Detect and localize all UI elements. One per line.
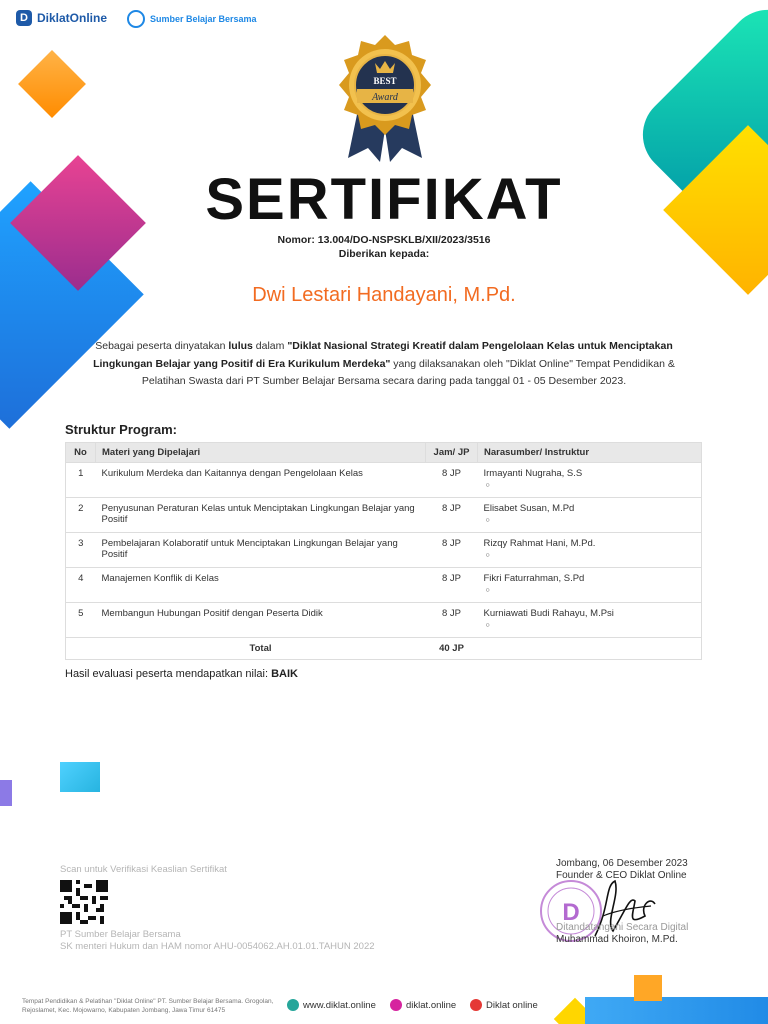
row-narasumber: [478, 568, 702, 603]
decor-orange-diamond: [18, 50, 86, 118]
program-heading: Struktur Program:: [65, 422, 177, 437]
decor-orange-square: [634, 975, 662, 1001]
sign-place-date: Jombang, 06 Desember 2023: [556, 858, 688, 869]
table-header-row: [66, 443, 702, 463]
narasumber-name: Elisabet Susan, M.Pd: [483, 503, 575, 514]
row-materi: Penyusunan Peraturan Kelas untuk Menciptakan Lingkungan Belajar yang Positif: [96, 498, 426, 533]
row-materi: Membangun Hubungan Positif dengan Peserta Didik: [96, 603, 426, 638]
svg-text:D: D: [562, 899, 580, 926]
instagram-text: diklat.online: [406, 999, 457, 1011]
bullet-icon: ○: [485, 552, 490, 559]
row-jam: 8 JP: [426, 498, 478, 533]
row-narasumber: [478, 533, 702, 568]
row-materi: Manajemen Konflik di Kelas: [96, 568, 426, 603]
row-narasumber: [478, 603, 702, 638]
row-narasumber: [478, 498, 702, 533]
total-empty: [66, 638, 96, 660]
youtube-text: Diklat online: [486, 999, 538, 1011]
globe-icon: [287, 999, 299, 1011]
row-no: 1: [66, 463, 96, 498]
diklat-logo-text: DiklatOnline: [37, 11, 108, 25]
sign-space: [556, 882, 688, 922]
row-jam: 8 JP: [426, 533, 478, 568]
company-sk: SK menteri Hukum dan HAM nomor AHU-0054062.AH.01.01.TAHUN 2022: [60, 940, 375, 952]
row-no: 3: [66, 533, 96, 568]
sign-name: Muhammad Khoiron, M.Pd.: [556, 934, 678, 945]
scan-verification-text: Scan untuk Verifikasi Keaslian Sertifikat: [60, 864, 227, 875]
best-award-icon: [330, 30, 440, 165]
desc-bold-2: "Diklat Nasional Strategi Kreatif dalam Pengelolaan Kelas untuk Menciptakan Lingkungan Belajar yang Positif di Era Kurikulum Merdeka": [93, 340, 673, 370]
sign-role: Founder & CEO Diklat Online: [556, 870, 687, 881]
diklat-online-logo: [16, 10, 107, 26]
certificate-title: SERTIFIKAT: [205, 167, 563, 232]
desc-bold-1: lulus: [228, 340, 253, 352]
certificate-number: Nomor: 13.004/DO-NSPSKLB/XII/2023/3516: [277, 234, 491, 246]
decor-cyan-square: [60, 762, 100, 792]
narasumber-name: Rizqy Rahmat Hani, M.Pd.: [483, 538, 596, 549]
footer-address: Tempat Pendidikan & Pelatihan "Diklat Online" PT. Sumber Belajar Bersama. Grogolan, Rejoslamet, Kec. Mojowarno, Kabupaten Jombang, Jawa Timur 61475: [22, 998, 274, 1014]
total-row: [66, 638, 702, 660]
bullet-icon: ○: [485, 622, 490, 629]
col-narasumber: Narasumber/ Instruktur: [478, 443, 702, 463]
website-link[interactable]: [287, 999, 376, 1011]
table-row: [66, 463, 702, 498]
decor-bottom-blue: [585, 997, 768, 1024]
narasumber-name: Kurniawati Budi Rahayu, M.Psi: [483, 608, 614, 619]
award-line1: BEST: [373, 76, 397, 86]
row-no: 2: [66, 498, 96, 533]
program-table: [65, 442, 702, 660]
col-materi: Materi yang Dipelajari: [96, 443, 426, 463]
col-jam: Jam/ JP: [426, 443, 478, 463]
row-materi: Pembelajaran Kolaboratif untuk Menciptakan Lingkungan Belajar yang Positif: [96, 533, 426, 568]
signature-block: [556, 858, 688, 946]
desc-part-3: yang dilaksanakan oleh "Diklat Online" Tempat Pendidikan & Pelatihan Swasta dari PT Sumber Belajar Bersama secara daring pada tanggal 01 - 05 Desember 2023.: [141, 357, 675, 387]
qr-code-icon[interactable]: [60, 880, 108, 924]
youtube-icon: [470, 999, 482, 1011]
table-row: [66, 603, 702, 638]
row-materi: Kurikulum Merdeka dan Kaitannya dengan Pengelolaan Kelas: [96, 463, 426, 498]
award-line2: Award: [372, 92, 398, 103]
table-row: [66, 568, 702, 603]
company-name: PT Sumber Belajar Bersama: [60, 929, 181, 940]
diklat-logo-icon: D: [16, 10, 32, 26]
instagram-link[interactable]: [390, 999, 456, 1011]
company-info: [60, 929, 375, 952]
row-jam: 8 JP: [426, 463, 478, 498]
evaluation-label: Hasil evaluasi peserta mendapatkan nilai:: [65, 668, 272, 680]
recipient-name: Dwi Lestari Handayani, M.Pd.: [252, 284, 516, 306]
sign-digital: Ditandatangani Secara Digital: [556, 922, 689, 933]
decor-violet-bar: [0, 780, 12, 806]
total-label: Total: [96, 638, 426, 660]
instagram-icon: [390, 999, 402, 1011]
sumber-belajar-logo: [127, 10, 257, 28]
total-value: 40 JP: [426, 638, 478, 660]
row-jam: 8 JP: [426, 603, 478, 638]
certificate-description: [72, 338, 696, 391]
given-to-label: Diberikan kepada:: [338, 248, 430, 260]
desc-part-2: dalam: [252, 340, 288, 352]
narasumber-name: Fikri Faturrahman, S.Pd: [483, 573, 585, 584]
website-text: www.diklat.online: [303, 999, 376, 1011]
desc-part-1: Sebagai peserta dinyatakan: [95, 340, 229, 352]
bullet-icon: ○: [485, 587, 490, 594]
bullet-icon: ○: [485, 482, 490, 489]
evaluation-value: BAIK: [271, 668, 298, 680]
row-narasumber: [478, 463, 702, 498]
total-empty-right: [478, 638, 702, 660]
bullet-icon: ○: [485, 517, 490, 524]
youtube-link[interactable]: [470, 999, 538, 1011]
row-no: 5: [66, 603, 96, 638]
sumber-belajar-logo-icon: [127, 10, 145, 28]
sumber-belajar-logo-text: Sumber Belajar Bersama: [150, 14, 257, 24]
row-jam: 8 JP: [426, 568, 478, 603]
table-row: [66, 533, 702, 568]
table-row: [66, 498, 702, 533]
col-no: No: [66, 443, 96, 463]
row-no: 4: [66, 568, 96, 603]
narasumber-name: Irmayanti Nugraha, S.S: [483, 468, 583, 479]
evaluation-result: [65, 668, 298, 680]
